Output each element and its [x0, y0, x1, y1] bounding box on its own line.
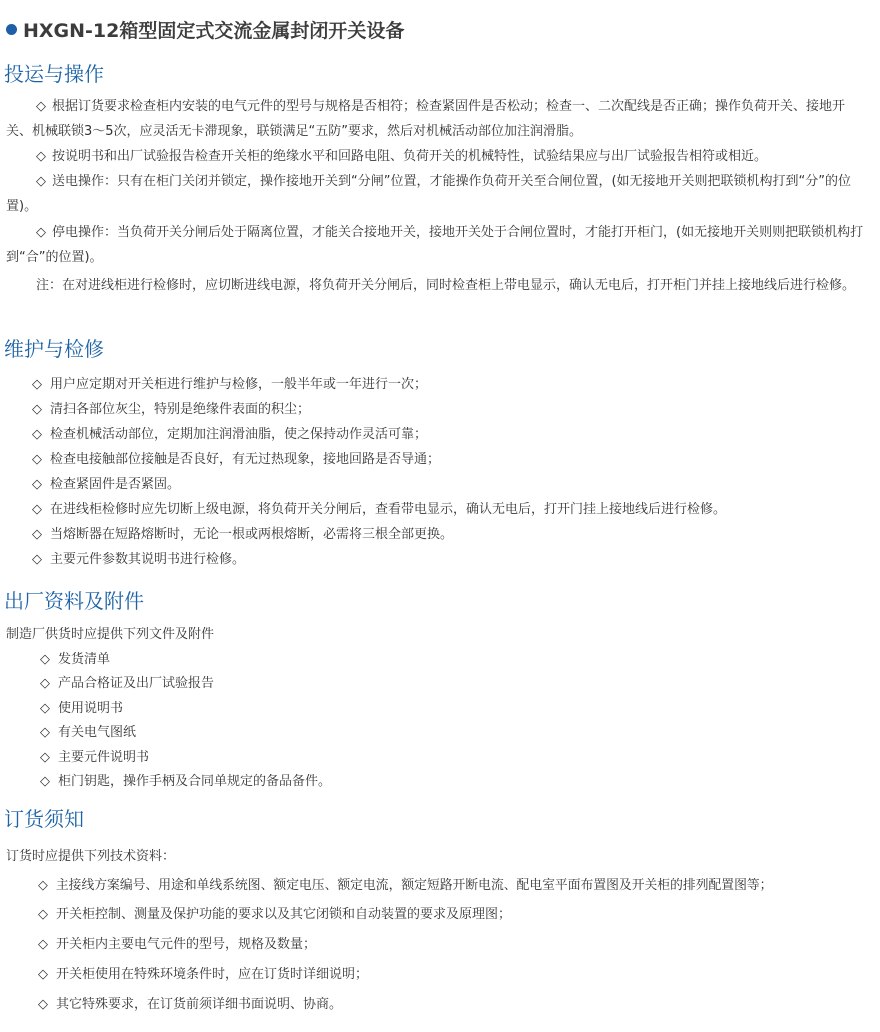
list-item: ◇ 主要元件参数其说明书进行检修。 [32, 552, 246, 567]
list-item: ◇ 检查机械活动部位，定期加注润滑油脂，使之保持动作灵活可靠； [32, 427, 428, 442]
list-item: ◇ 使用说明书 [40, 701, 124, 716]
diamond-icon: ◇ [40, 676, 50, 691]
section-heading-maintenance: 维护与检修 [4, 337, 104, 361]
list-item: ◇ 开关柜控制、测量及保护功能的要求以及其它闭锁和自动装置的要求及原理图； [38, 907, 512, 922]
diamond-icon: ◇ [38, 878, 48, 893]
list-item: ◇ 检查紧固件是否紧固。 [32, 477, 181, 492]
list-item: ◇ 清扫各部位灰尘，特别是绝缘件表面的积尘； [32, 402, 311, 417]
paragraph: ◇ 根据订货要求检查柜内安装的电气元件的型号与规格是否相符；检查紧固件是否松动；检查一、二次配线是否正确；操作负荷开关、接地开关、机械联锁3～5次，应灵活无卡滞现象，联锁满足“五防”要求，然后对机械活动部位加注润滑脂。 [6, 99, 846, 139]
bullet-dot-icon [6, 24, 17, 35]
list-item: ◇ 开关柜内主要电气元件的型号，规格及数量； [38, 937, 317, 952]
list-item: ◇ 在进线柜检修时应先切断上级电源，将负荷开关分闸后，查看带电显示，确认无电后，打开门挂上接地线后进行检修。 [32, 502, 727, 517]
diamond-icon: ◇ [38, 937, 48, 952]
page-title [6, 16, 404, 42]
list-item: ◇ 开关柜使用在特殊环境条件时，应在订货时详细说明； [38, 967, 369, 982]
paragraph: ◇ 停电操作：当负荷开关分闸后处于隔离位置，才能关合接地开关，接地开关处于合闸位置时，才能打开柜门，(如无接地开关则则把联锁机构打到“合”的位置)。 [6, 225, 864, 265]
page-title-text: HXGN-12箱型固定式交流金属封闭开关设备 [23, 19, 405, 42]
diamond-icon: ◇ [38, 967, 48, 982]
list-item: ◇ 主接线方案编号、用途和单线系统图、额定电压、额定电流，额定短路开断电流、配电室平面布置图及开关柜的排列配置图等； [38, 878, 773, 893]
section-heading-operation: 投运与操作 [4, 62, 104, 86]
diamond-icon: ◇ [40, 701, 50, 716]
intro-text: 制造厂供货时应提供下列文件及附件 [6, 627, 215, 642]
diamond-icon: ◇ [38, 907, 48, 922]
diamond-icon: ◇ [36, 149, 46, 164]
diamond-icon: ◇ [32, 552, 42, 567]
list-item: ◇ 其它特殊要求，在订货前须详细书面说明、协商。 [38, 997, 343, 1012]
list-item: ◇ 主要元件说明书 [40, 750, 150, 765]
list-item: ◇ 用户应定期对开关柜进行维护与检修，一般半年或一年进行一次； [32, 377, 428, 392]
diamond-icon: ◇ [32, 477, 42, 492]
paragraph: ◇ 按说明书和出厂试验报告检查开关柜的绝缘水平和回路电阻、负荷开关的机械特性，试验结果应与出厂试验报告相符或相近。 [36, 149, 768, 164]
diamond-icon: ◇ [40, 725, 50, 740]
diamond-icon: ◇ [32, 402, 42, 417]
diamond-icon: ◇ [32, 377, 42, 392]
list-item: ◇ 产品合格证及出厂试验报告 [40, 676, 215, 691]
list-item: ◇ 有关电气图纸 [40, 725, 137, 740]
diamond-icon: ◇ [32, 502, 42, 517]
paragraph: ◇ 送电操作：只有在柜门关闭并锁定，操作接地开关到“分闸”位置，才能操作负荷开关至合闸位置，(如无接地开关则把联锁机构打到“分”的位置)。 [6, 174, 852, 214]
diamond-icon: ◇ [40, 652, 50, 667]
diamond-icon: ◇ [32, 527, 42, 542]
diamond-icon: ◇ [32, 427, 42, 442]
intro-text: 订货时应提供下列技术资料： [6, 849, 176, 864]
section-heading-documents: 出厂资料及附件 [4, 589, 144, 613]
list-item: ◇ 检查电接触部位接触是否良好，有无过热现象，接地回路是否导通； [32, 452, 441, 467]
diamond-icon: ◇ [32, 452, 42, 467]
list-item: ◇ 柜门钥匙，操作手柄及合同单规定的备品备件。 [40, 774, 332, 789]
section-heading-ordering: 订货须知 [4, 807, 84, 831]
note-paragraph: 注：在对进线柜进行检修时，应切断进线电源，将负荷开关分闸后，同时检查柜上带电显示，确认无电后，打开柜门并挂上接地线后进行检修。 [36, 278, 856, 293]
list-item: ◇ 当熔断器在短路熔断时，无论一根或两根熔断，必需将三根全部更换。 [32, 527, 454, 542]
list-item: ◇ 发货清单 [40, 652, 111, 667]
diamond-icon: ◇ [38, 997, 48, 1012]
diamond-icon: ◇ [36, 225, 46, 240]
diamond-icon: ◇ [36, 99, 46, 114]
diamond-icon: ◇ [40, 750, 50, 765]
diamond-icon: ◇ [36, 174, 46, 189]
diamond-icon: ◇ [40, 774, 50, 789]
